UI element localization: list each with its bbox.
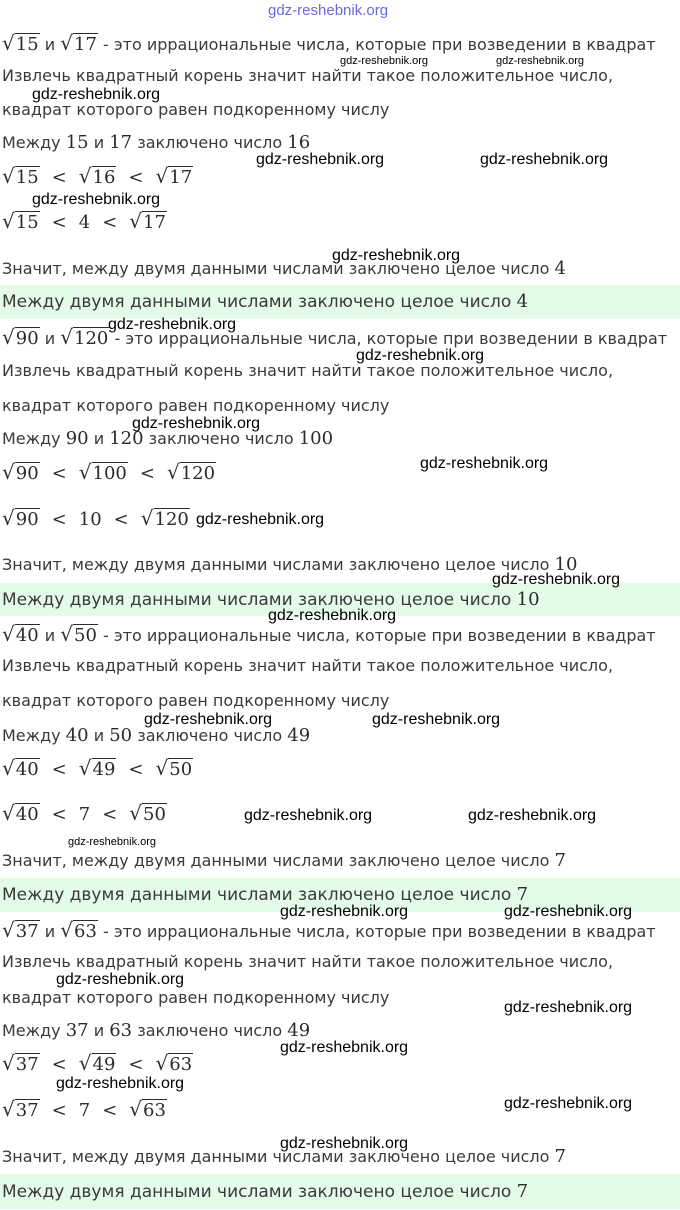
watermark: gdz-reshebnik.org bbox=[480, 151, 609, 168]
watermark: gdz-reshebnik.org bbox=[144, 711, 273, 728]
watermark: gdz-reshebnik.org bbox=[32, 191, 161, 208]
watermark: gdz-reshebnik.org bbox=[340, 55, 429, 67]
block4-ineq1: √37 < √49 < √63 bbox=[2, 1051, 193, 1075]
block2-extract1: Извлечь квадратный корень значит найти такое положительное число, bbox=[2, 361, 614, 380]
between-prefix: Между bbox=[2, 133, 61, 152]
watermark: gdz-reshebnik.org bbox=[420, 455, 549, 472]
block1-answer: Между двумя данными числами заключено целое число 4 bbox=[0, 285, 680, 319]
watermark: gdz-reshebnik.org bbox=[280, 1135, 409, 1152]
block3-extract2: квадрат которого равен подкоренному числу bbox=[2, 691, 390, 710]
block1-ineq1: √15 < √16 < √17 bbox=[2, 164, 193, 188]
watermark: gdz-reshebnik.org bbox=[468, 807, 597, 824]
watermark: gdz-reshebnik.org bbox=[268, 607, 397, 624]
block4-ineq2: √37 < 7 < √63 bbox=[2, 1097, 166, 1121]
block2-between: Между 90 и 120 заключено число 100 bbox=[2, 428, 334, 449]
block1-conclusion: Значит, между двумя данными числами заключено целое число 4 bbox=[2, 258, 566, 279]
block3-extract1: Извлечь квадратный корень значит найти такое положительное число, bbox=[2, 656, 614, 675]
watermark: gdz-reshebnik.org bbox=[244, 807, 373, 824]
block2-ineq1: √90 < √100 < √120 bbox=[2, 460, 216, 484]
watermark: gdz-reshebnik.org bbox=[504, 903, 633, 920]
block3-ineq2: √40 < 7 < √50 bbox=[2, 801, 166, 825]
watermark: gdz-reshebnik.org bbox=[256, 151, 385, 168]
block3-ineq1: √40 < √49 < √50 bbox=[2, 756, 193, 780]
block3-between: Между 40 и 50 заключено число 49 bbox=[2, 725, 311, 746]
intro-desc: - это иррациональные числа, которые при возведении в квадрат bbox=[103, 35, 656, 54]
block3-conclusion: Значит, между двумя данными числами заключено целое число 7 bbox=[2, 850, 566, 871]
watermark: gdz-reshebnik.org bbox=[280, 1039, 409, 1056]
watermark: gdz-reshebnik.org bbox=[496, 55, 585, 67]
block2-answer: Между двумя данными числами заключено целое число 10 bbox=[0, 583, 680, 616]
watermark: gdz-reshebnik.org bbox=[356, 347, 485, 364]
block2-extract2: квадрат которого равен подкоренному числу bbox=[2, 396, 390, 415]
between-mid-square: 16 bbox=[287, 132, 311, 153]
sqrt-b: √17 bbox=[60, 31, 97, 55]
watermark: gdz-reshebnik.org bbox=[196, 511, 325, 528]
watermark: gdz-reshebnik.org bbox=[56, 971, 185, 988]
watermark: gdz-reshebnik.org bbox=[280, 903, 409, 920]
block1-between bbox=[2, 133, 310, 153]
watermark: gdz-reshebnik.org bbox=[332, 247, 461, 264]
watermark: gdz-reshebnik.org bbox=[132, 415, 261, 432]
between-mid: заключено число bbox=[137, 133, 283, 152]
watermark: gdz-reshebnik.org bbox=[492, 571, 621, 588]
between-a: 15 bbox=[65, 132, 89, 153]
block1-intro bbox=[2, 33, 656, 55]
between-and: и bbox=[93, 133, 105, 152]
watermark: gdz-reshebnik.org bbox=[56, 1075, 185, 1092]
watermark: gdz-reshebnik.org bbox=[372, 711, 501, 728]
block4-conclusion: Значит, между двумя данными числами заключено целое число 7 bbox=[2, 1146, 566, 1167]
watermark: gdz-reshebnik.org bbox=[504, 999, 633, 1016]
block4-intro: √37 и √63 - это иррациональные числа, которые при возведении в квадрат bbox=[2, 918, 656, 942]
block1-extract2: квадрат которого равен подкоренному числу bbox=[2, 100, 390, 119]
watermark-top: gdz-reshebnik.org bbox=[268, 2, 389, 19]
block3-intro: √40 и √50 - это иррациональные числа, которые при возведении в квадрат bbox=[2, 622, 656, 646]
block2-ineq2: √90 < 10 < √120 bbox=[2, 506, 189, 530]
block4-between: Между 37 и 63 заключено число 49 bbox=[2, 1020, 311, 1041]
block1-extract1: Извлечь квадратный корень значит найти такое положительное число, bbox=[2, 66, 614, 85]
sqrt-a: √15 bbox=[2, 31, 39, 55]
watermark: gdz-reshebnik.org bbox=[32, 86, 161, 103]
block4-extract2: квадрат которого равен подкоренному числу bbox=[2, 988, 390, 1007]
block3-answer: Между двумя данными числами заключено целое число 7 bbox=[0, 878, 680, 912]
block1-ineq2: √15 < 4 < √17 bbox=[2, 209, 166, 233]
and-word: и bbox=[44, 35, 56, 54]
watermark: gdz-reshebnik.org bbox=[504, 1095, 633, 1112]
block2-conclusion: Значит, между двумя данными числами заключено целое число 10 bbox=[2, 554, 578, 575]
between-b: 17 bbox=[109, 132, 133, 153]
watermark: gdz-reshebnik.org bbox=[108, 316, 237, 333]
block2-intro: √90 и √120 - это иррациональные числа, которые при возведении в квадрат bbox=[2, 325, 668, 349]
watermark: gdz-reshebnik.org bbox=[68, 836, 157, 848]
block4-answer: Между двумя данными числами заключено целое число 7 bbox=[0, 1174, 680, 1209]
block4-extract1: Извлечь квадратный корень значит найти такое положительное число, bbox=[2, 952, 614, 971]
